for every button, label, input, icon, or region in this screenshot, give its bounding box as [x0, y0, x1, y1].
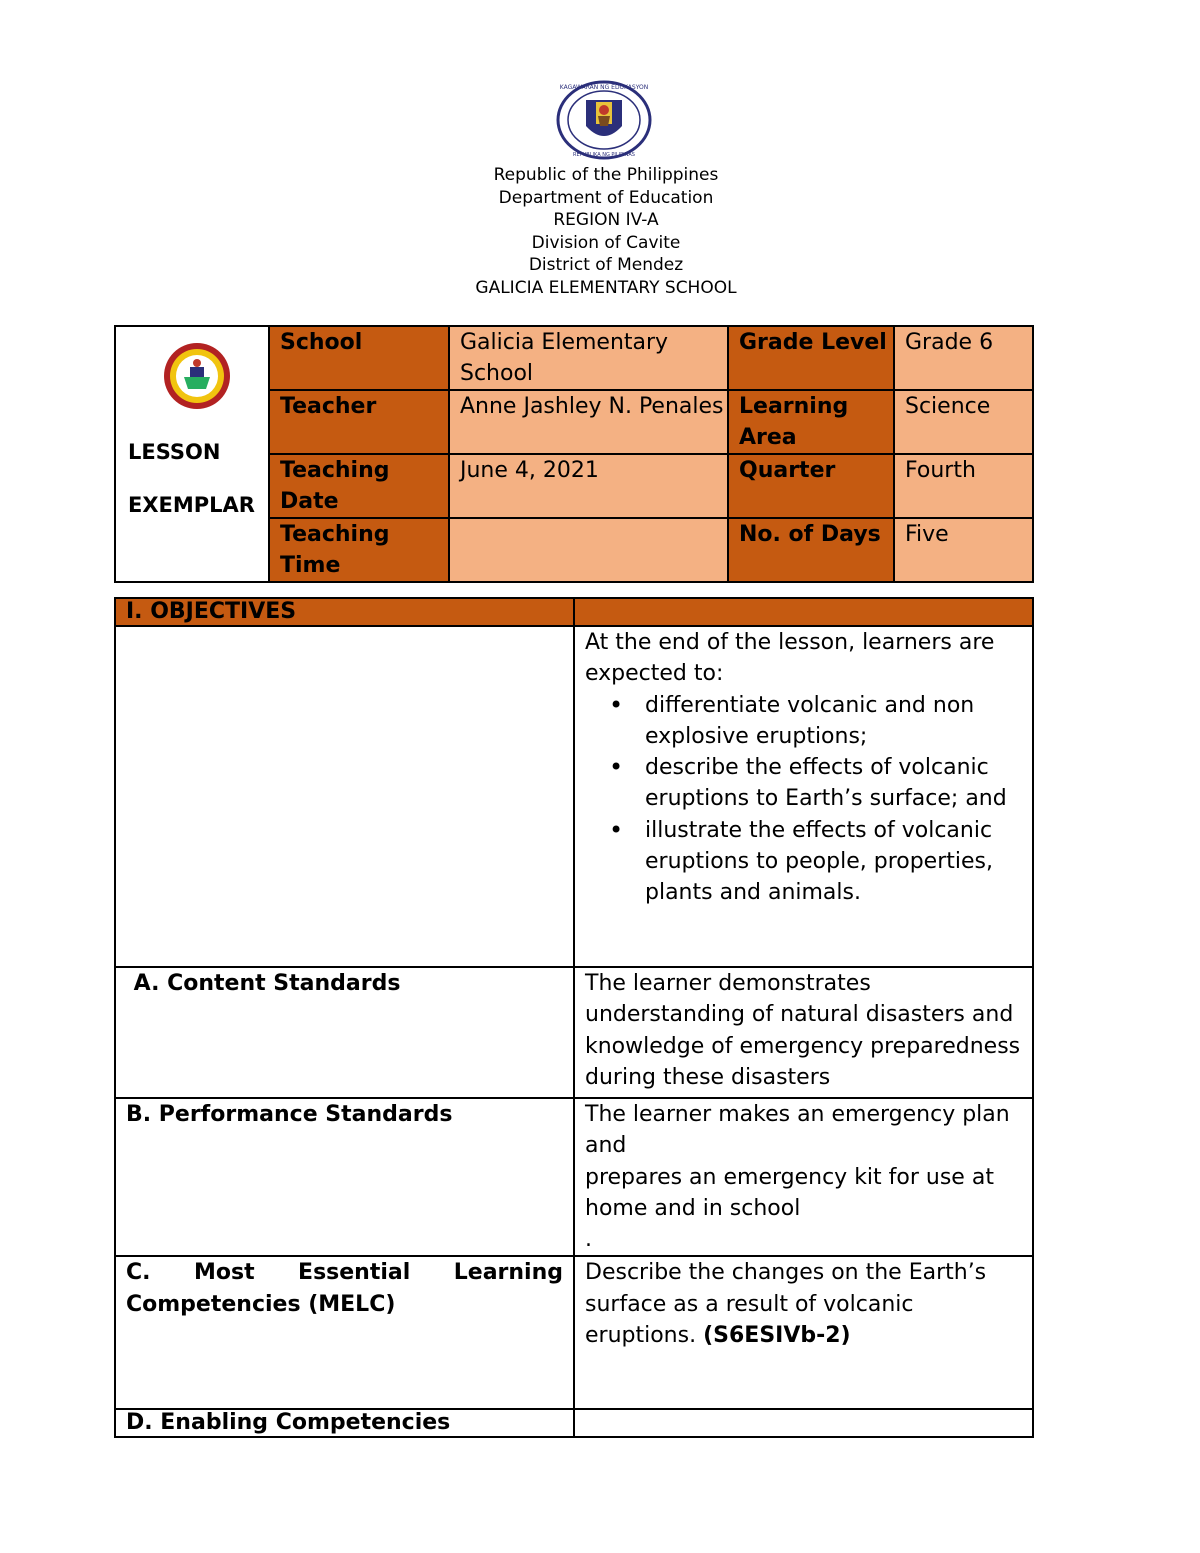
teaching-date-label: Teaching Date: [269, 454, 449, 518]
performance-standards-label: B. Performance Standards: [115, 1098, 574, 1256]
school-value: Galicia Elementary School: [449, 326, 728, 390]
melc-row: [115, 1256, 1033, 1409]
exemplar-label: EXEMPLAR: [128, 493, 255, 517]
objective-item: • illustrate the effects of volcanic eruptions to people, properties, plants and animals.: [645, 815, 1022, 909]
performance-line-2: prepares an emergency kit for use at home and in school: [585, 1164, 994, 1221]
melc-text: Describe the changes on the Earth’s surface as a result of volcanic eruptions.: [585, 1260, 987, 1349]
content-standards-row: [115, 967, 1033, 1098]
objectives-content: [574, 626, 1033, 967]
info-row-school: [115, 326, 1033, 390]
quarter-label: Quarter: [728, 454, 894, 518]
header-school: GALICIA ELEMENTARY SCHOOL: [475, 277, 737, 298]
objectives-table: [114, 597, 1034, 1438]
melc-content: [574, 1256, 1033, 1409]
lesson-info-table: [114, 325, 1034, 583]
teaching-date-value: June 4, 2021: [449, 454, 728, 518]
seal-text-bottom: REPUBLIKA NG PILIPINAS: [573, 152, 635, 158]
teacher-label: Teacher: [269, 390, 449, 454]
performance-line-1: The learner makes an emergency plan and: [585, 1102, 1010, 1159]
performance-standards-text: [574, 1098, 1033, 1256]
seal-text-top: KAGAWARAN NG EDUKASYON: [559, 84, 649, 91]
school-label: School: [269, 326, 449, 390]
melc-label: [115, 1256, 574, 1409]
enabling-competencies-label: D. Enabling Competencies: [115, 1409, 574, 1437]
objectives-heading-row: [115, 598, 1033, 626]
performance-line-3: .: [585, 1227, 592, 1253]
enabling-competencies-blank: [574, 1409, 1033, 1437]
learning-area-label: Learning Area: [728, 390, 894, 454]
performance-standards-row: [115, 1098, 1033, 1256]
melc-label-line-1: C. Most Essential Learning: [126, 1260, 563, 1286]
content-standards-text: The learner demonstrates understanding of natural disasters and knowledge of emergency preparedness during these disasters: [574, 967, 1033, 1098]
header-district: District of Mendez: [528, 255, 684, 275]
grade-level-label: Grade Level: [728, 326, 894, 390]
teaching-time-value: [449, 518, 728, 582]
header-republic: Republic of the Philippines: [493, 165, 719, 185]
learning-area-value: Science: [894, 390, 1033, 454]
days-value: Five: [894, 518, 1033, 582]
teacher-value: Anne Jashley N. Penales: [449, 390, 728, 454]
melc-label-line-2: Competencies (MELC): [126, 1291, 396, 1317]
objectives-heading-blank: [574, 598, 1033, 626]
objectives-row: [115, 626, 1033, 967]
header-region: REGION IV-A: [553, 210, 659, 230]
grade-level-value: Grade 6: [894, 326, 1033, 390]
deped-seal-logo: [556, 80, 652, 160]
objective-item: • describe the effects of volcanic eruptions to Earth’s surface; and: [645, 752, 1022, 815]
days-label: No. of Days: [728, 518, 894, 582]
quarter-value: Fourth: [894, 454, 1033, 518]
document-header: [0, 164, 1200, 299]
enabling-competencies-row: [115, 1409, 1033, 1437]
objectives-list: [585, 690, 1022, 909]
teaching-time-label: Teaching Time: [269, 518, 449, 582]
lesson-label: LESSON: [128, 440, 221, 464]
header-department: Department of Education: [498, 187, 714, 208]
objectives-intro: At the end of the lesson, learners are expected to:: [585, 630, 995, 687]
objective-item: • differentiate volcanic and non explosive eruptions;: [645, 690, 1022, 753]
objectives-left-blank: [115, 626, 574, 967]
objectives-heading: I. OBJECTIVES: [115, 598, 574, 626]
header-division: Division of Cavite: [531, 232, 681, 253]
content-standards-label: A. Content Standards: [115, 967, 574, 1098]
school-logo: [162, 341, 232, 411]
melc-code: (S6ESIVb-2): [703, 1323, 851, 1349]
lesson-exemplar-cell: [115, 326, 269, 582]
